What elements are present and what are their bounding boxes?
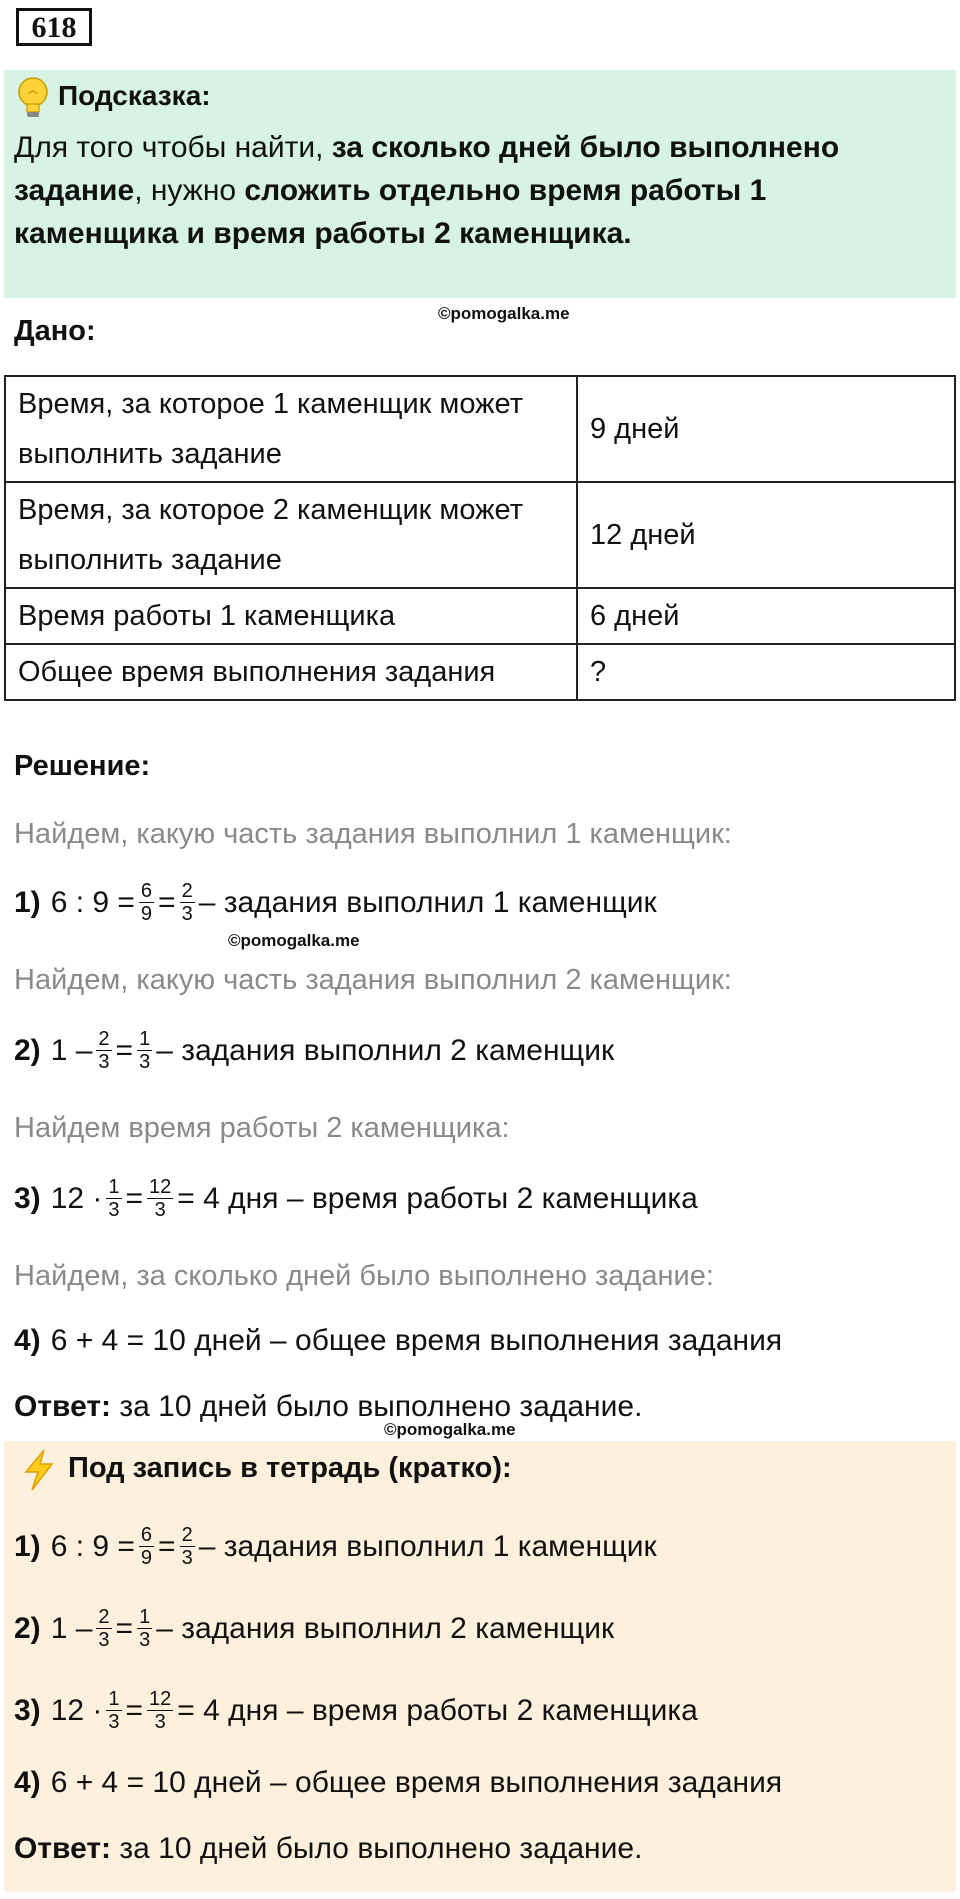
denominator: 9	[140, 1547, 153, 1569]
notebook-step-3	[14, 1688, 698, 1733]
table-cell-value: ?	[577, 644, 955, 700]
hint-bold-1: за сколько дней было выполнено задание	[14, 131, 840, 207]
step-tail: = 4 дня – время работы 2 каменщика	[177, 1693, 698, 1727]
step-tail: – задания выполнил 1 каменщик	[198, 1529, 657, 1563]
numerator: 1	[108, 1176, 120, 1198]
equals: =	[115, 1611, 134, 1645]
notebook-step-1	[14, 1524, 657, 1569]
step-tail: – задания выполнил 1 каменщик	[198, 885, 657, 919]
question-3: Найдем время работы 2 каменщика:	[14, 1112, 510, 1144]
fraction	[139, 1524, 154, 1569]
denominator: 3	[154, 1199, 166, 1221]
fraction	[137, 1606, 152, 1651]
question-4: Найдем, за сколько дней было выполнено задание:	[14, 1260, 714, 1292]
step-tail: = 4 дня – время работы 2 каменщика	[177, 1181, 698, 1215]
table-cell-value: 12 дней	[577, 482, 955, 588]
numerator: 2	[181, 880, 193, 902]
table-row	[5, 644, 955, 700]
step-number: 3)	[14, 1693, 41, 1727]
watermark: ©pomogalka.me	[228, 931, 360, 950]
table-row	[5, 376, 955, 482]
notebook-step-2	[14, 1606, 614, 1651]
table-cell-label: Время, за которое 1 каменщик может выполнить задание	[5, 376, 577, 482]
denominator: 3	[139, 1051, 151, 1073]
denominator: 3	[139, 1629, 151, 1651]
denominator: 3	[154, 1711, 166, 1733]
given-title: Дано:	[14, 315, 96, 347]
equals: =	[158, 1529, 176, 1563]
step-tail: – задания выполнил 2 каменщик	[156, 1033, 615, 1067]
step-2	[14, 1028, 614, 1073]
numerator: 2	[98, 1606, 110, 1628]
table-cell-label: Время работы 1 каменщика	[5, 588, 577, 644]
answer-label: Ответ:	[14, 1390, 112, 1423]
table-row	[5, 588, 955, 644]
notebook-title: Под запись в тетрадь (кратко):	[68, 1452, 512, 1484]
notebook-answer	[14, 1832, 642, 1866]
notebook-box	[4, 1441, 956, 1892]
numerator: 2	[181, 1524, 193, 1546]
step-expr: 6 : 9 =	[50, 1529, 135, 1563]
equals: =	[158, 885, 176, 919]
problem-number: 618	[16, 8, 92, 46]
lightbulb-icon	[16, 76, 50, 120]
fraction	[180, 1524, 195, 1569]
answer-text: за 10 дней было выполнено задание.	[111, 1390, 643, 1423]
table-cell-value: 9 дней	[577, 376, 955, 482]
step-expr: 12 ·	[50, 1181, 103, 1215]
denominator: 3	[181, 1547, 193, 1569]
watermark: ©pomogalka.me	[384, 1420, 516, 1439]
step-4	[14, 1324, 782, 1358]
numerator: 12	[149, 1176, 172, 1198]
fraction	[137, 1028, 152, 1073]
numerator: 2	[98, 1028, 110, 1050]
fraction	[180, 880, 195, 925]
fraction	[106, 1176, 121, 1221]
denominator: 3	[98, 1629, 110, 1651]
fraction	[106, 1688, 121, 1733]
denominator: 3	[181, 903, 193, 925]
step-number: 1)	[14, 1529, 41, 1563]
table-cell-label: Общее время выполнения задания	[5, 644, 577, 700]
step-number: 3)	[14, 1181, 41, 1215]
lightning-icon	[18, 1448, 60, 1492]
denominator: 3	[108, 1711, 120, 1733]
table-cell-label: Время, за которое 2 каменщик может выполнить задание	[5, 482, 577, 588]
notebook-step-4	[14, 1766, 782, 1800]
hint-title: Подсказка:	[58, 80, 211, 111]
equals: =	[125, 1181, 144, 1215]
step-expr: 12 ·	[50, 1693, 103, 1727]
step-number: 2)	[14, 1611, 41, 1645]
step-number: 1)	[14, 885, 41, 919]
hint-part-2: , нужно	[134, 174, 245, 207]
step-text: 6 + 4 = 10 дней – общее время выполнения задания	[50, 1324, 783, 1357]
step-tail: – задания выполнил 2 каменщик	[156, 1611, 615, 1645]
denominator: 9	[140, 903, 153, 925]
numerator: 1	[108, 1688, 120, 1710]
step-number: 2)	[14, 1033, 41, 1067]
answer-label: Ответ:	[14, 1832, 112, 1865]
step-expr: 1 –	[50, 1033, 93, 1067]
answer	[14, 1390, 642, 1424]
watermark: ©pomogalka.me	[438, 304, 570, 323]
step-expr: 1 –	[50, 1611, 93, 1645]
hint-bold-2: сложить отдельно время работы 1 каменщика и время работы 2 каменщика.	[14, 174, 767, 250]
step-text: 6 + 4 = 10 дней – общее время выполнения задания	[50, 1766, 783, 1799]
fraction	[147, 1688, 173, 1733]
equals: =	[115, 1033, 134, 1067]
question-1: Найдем, какую часть задания выполнил 1 каменщик:	[14, 818, 732, 850]
step-number: 4)	[14, 1766, 41, 1799]
denominator: 3	[108, 1199, 120, 1221]
numerator: 1	[139, 1028, 151, 1050]
fraction	[96, 1028, 111, 1073]
numerator: 6	[140, 880, 153, 902]
fraction	[96, 1606, 111, 1651]
step-3	[14, 1176, 698, 1221]
numerator: 12	[149, 1688, 172, 1710]
step-1	[14, 880, 657, 925]
numerator: 1	[139, 1606, 151, 1628]
hint-text	[14, 126, 934, 255]
numerator: 6	[140, 1524, 153, 1546]
hint-part-1: Для того чтобы найти,	[14, 131, 332, 164]
given-table	[4, 375, 956, 701]
solution-title: Решение:	[14, 750, 151, 782]
step-expr: 6 : 9 =	[50, 885, 135, 919]
answer-text: за 10 дней было выполнено задание.	[111, 1832, 643, 1865]
question-2: Найдем, какую часть задания выполнил 2 каменщик:	[14, 964, 732, 996]
fraction	[147, 1176, 173, 1221]
step-number: 4)	[14, 1324, 41, 1357]
table-row	[5, 482, 955, 588]
table-cell-value: 6 дней	[577, 588, 955, 644]
equals: =	[125, 1693, 144, 1727]
fraction	[139, 880, 154, 925]
denominator: 3	[98, 1051, 110, 1073]
